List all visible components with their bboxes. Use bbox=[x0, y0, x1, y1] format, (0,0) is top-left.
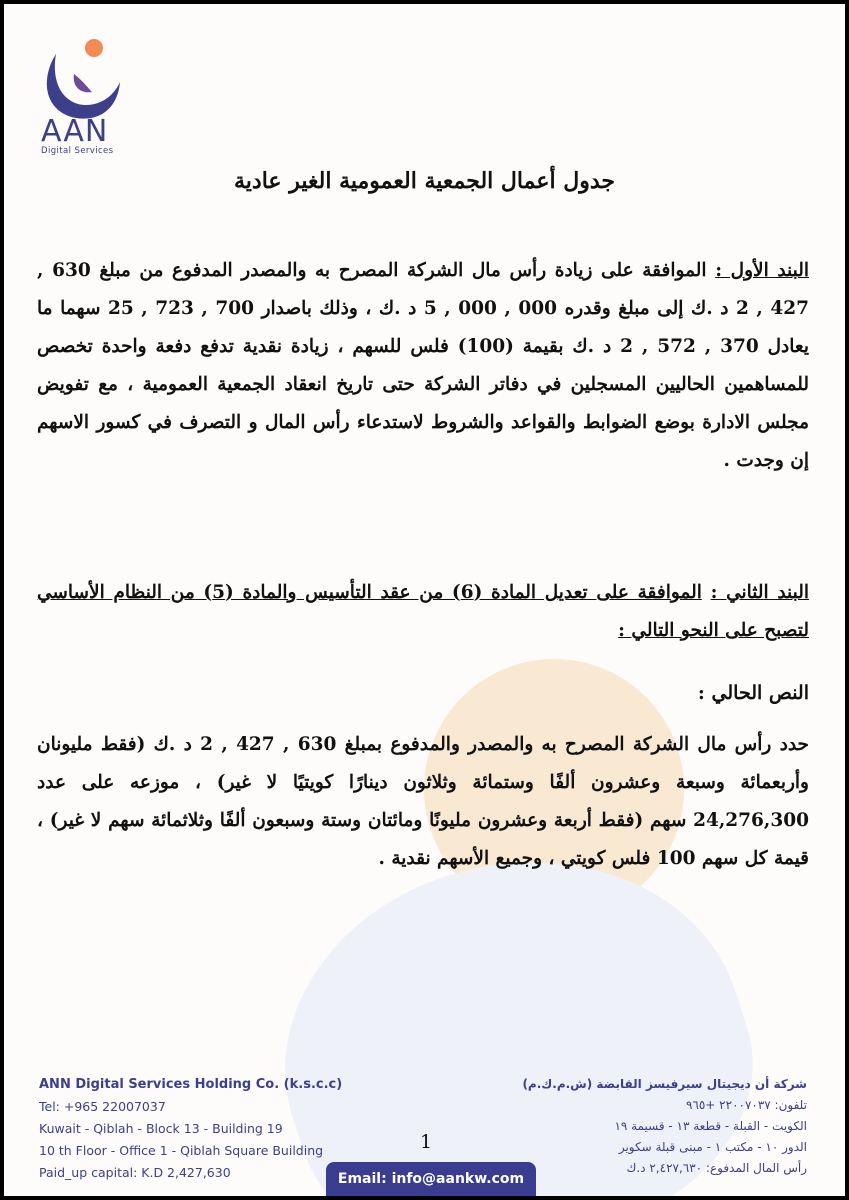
current-text-paragraph: حدد رأس مال الشركة المصرح به والمصدر والمدفوع بمبلغ 630 , 427 , 2 د .ك (فقط مليونان وأربعمائة وسبعة وعشرون ألفًا وستمائة وثلاثون دينارًا كويتيًا لا غير) ، موزعه على عدد 24,276,300 سهم (فقط أربعة وعشرون مليونًا ومائتان وستة وسبعون ألفًا وثلاثمائة سهم لا غير) ، قيمة كل سهم 100 فلس كويتي ، وجميع الأسهم نقدية . bbox=[37, 734, 809, 869]
footer-address1-en: Kuwait - Qiblah - Block 13 - Building 19 bbox=[39, 1121, 283, 1136]
footer-company-ar: شركة أن ديجيتال سيرفيسز القابضة (ش.م.ك.م) bbox=[522, 1077, 807, 1091]
footer-email: Email: info@aankw.com bbox=[326, 1162, 536, 1196]
footer-tel-en: Tel: +965 22007037 bbox=[39, 1099, 166, 1114]
current-text-heading: النص الحالي : bbox=[697, 682, 809, 704]
footer-english-info bbox=[39, 1074, 342, 1184]
page-number: 1 bbox=[420, 1131, 433, 1153]
footer-address2-en: 10 th Floor - Office 1 - Qiblah Square Building bbox=[39, 1143, 324, 1158]
item-two-paragraph bbox=[37, 574, 809, 650]
item-one-text: الموافقة على زيادة رأس مال الشركة المصرح به والمصدر المدفوع من مبلغ 630 , 427 , 2 د .ك إلى مبلغ وقدره 000 , 000 , 5 د .ك ، وذلك باصدار 700 , 723 , 25 سهما ما يعادل 370 , 572 , 2 د .ك بقيمة (100) فلس للسهم ، زيادة نقدية تدفع دفعة واحدة تخصص للمساهمين الحاليين المسجلين في دفاتر الشركة حتى تاريخ انعقاد الجمعية العمومية ، مع تفويض مجلس الادارة بوضع الضوابط والقواعد والشروط لاستدعاء رأس المال و التصرف في كسور الاسهم إن وجدت . bbox=[37, 260, 810, 471]
item-two-label: البند الثاني : bbox=[710, 582, 809, 603]
item-one-paragraph bbox=[37, 252, 809, 480]
item-two-text: الموافقة على تعديل المادة (6) من عقد التأسيس والمادة (5) من النظام الأساسي لتصبح على النحو التالي : bbox=[37, 582, 809, 641]
footer-arabic-info bbox=[522, 1074, 807, 1179]
logo-wordmark: AAN bbox=[41, 114, 109, 149]
item-one-label: البند الأول : bbox=[715, 260, 809, 281]
footer-address2-ar: الدور ١٠ - مكتب ١ - مبنى قبلة سكوير bbox=[618, 1140, 807, 1154]
footer-capital-en: Paid_up capital: K.D 2,427,630 bbox=[39, 1165, 231, 1180]
footer-tel-ar: تلفون: ٢٢٠٠٧٠٣٧ +٩٦٥ bbox=[685, 1098, 807, 1112]
document-page bbox=[4, 4, 845, 1196]
logo-tagline: Digital Services bbox=[41, 146, 114, 156]
footer-address1-ar: الكويت - القبلة - قطعة ١٣ - قسيمة ١٩ bbox=[614, 1119, 807, 1133]
footer-company-en: ANN Digital Services Holding Co. (k.s.c.c) bbox=[39, 1077, 343, 1092]
document-title: جدول أعمال الجمعية العمومية الغير عادية bbox=[234, 168, 615, 194]
footer-capital-ar: رأس المال المدفوع: ٢,٤٢٧,٦٣٠ د.ك bbox=[626, 1161, 807, 1175]
